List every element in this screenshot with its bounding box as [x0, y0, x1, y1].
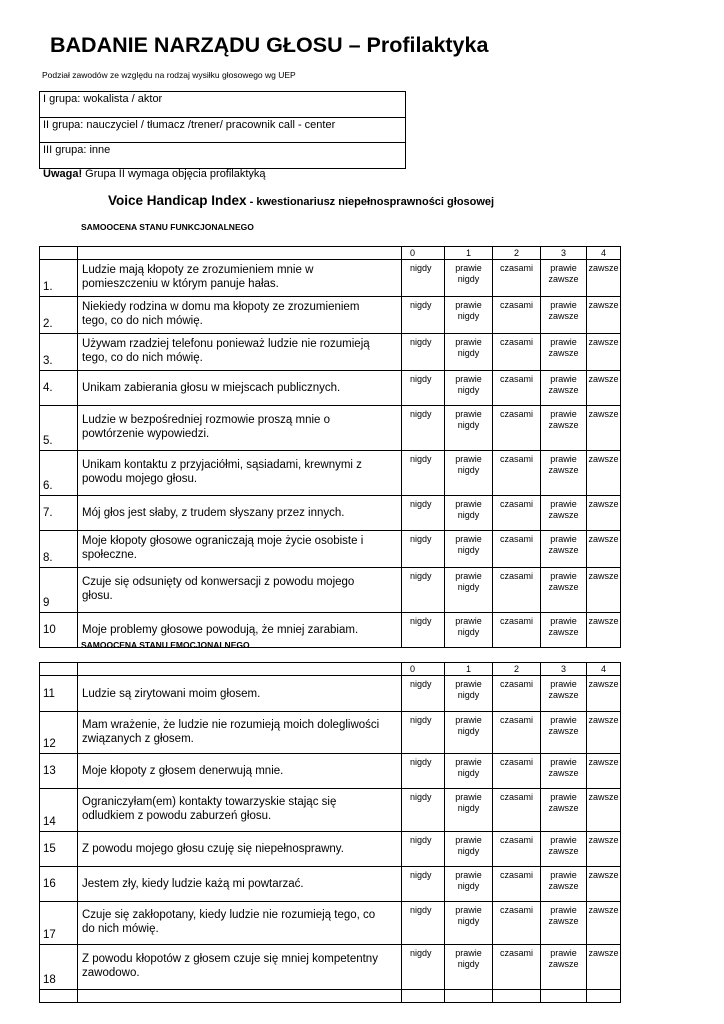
option-prawie-zawsze[interactable]: prawie zawsze — [541, 371, 587, 406]
question-text-line1: Jestem zły, kiedy ludzie każą mi powtarzać. — [82, 878, 304, 890]
option-zawsze[interactable]: zawsze — [587, 867, 621, 902]
option-prawie-nigdy[interactable]: prawie nigdy — [445, 945, 493, 990]
question-number: 15 — [43, 843, 56, 855]
option-nigdy[interactable]: nigdy — [402, 297, 445, 334]
option-zawsze[interactable]: zawsze — [587, 568, 621, 613]
option-prawie-zawsze[interactable]: prawie zawsze — [541, 676, 587, 712]
option-prawie-zawsze[interactable]: prawie zawsze — [541, 406, 587, 451]
option-prawie-zawsze[interactable]: prawie zawsze — [541, 789, 587, 832]
option-nigdy[interactable]: nigdy — [402, 260, 445, 297]
question-number: 4. — [43, 382, 53, 394]
option-prawie-zawsze[interactable]: prawie zawsze — [541, 867, 587, 902]
option-nigdy[interactable]: nigdy — [402, 867, 445, 902]
question-row — [40, 297, 621, 334]
option-zawsze[interactable]: zawsze — [587, 902, 621, 945]
question-row — [40, 867, 621, 902]
question-number: 8. — [43, 552, 53, 564]
option-prawie-nigdy[interactable]: prawie nigdy — [445, 406, 493, 451]
option-nigdy[interactable]: nigdy — [402, 902, 445, 945]
option-nigdy[interactable]: nigdy — [402, 789, 445, 832]
groups-table — [39, 91, 406, 169]
option-czasami[interactable]: czasami — [493, 451, 541, 496]
option-prawie-zawsze[interactable]: prawie zawsze — [541, 568, 587, 613]
option-czasami[interactable]: czasami — [493, 754, 541, 789]
option-prawie-zawsze[interactable]: prawie zawsze — [541, 297, 587, 334]
question-text-line1: Czuje się odsunięty od konwersacji z powodu mojego — [82, 576, 355, 588]
section1-title: SAMOOCENA STANU FUNKCJONALNEGO — [81, 222, 254, 232]
question-row — [40, 676, 621, 712]
scale-4: 4 — [587, 247, 621, 260]
option-prawie-nigdy[interactable]: prawie nigdy — [445, 371, 493, 406]
vhi-subtitle: - kwestionariusz niepełnosprawności głosowej — [246, 196, 495, 208]
option-zawsze[interactable]: zawsze — [587, 531, 621, 568]
option-czasami[interactable]: czasami — [493, 371, 541, 406]
scale-3: 3 — [541, 663, 587, 676]
option-czasami[interactable]: czasami — [493, 531, 541, 568]
note-text: Grupa II wymaga objęcia profilaktyką — [82, 168, 266, 180]
question-text-line2: pomieszczeniu w którym panuje hałas. — [82, 278, 279, 290]
question-row — [40, 789, 621, 832]
option-czasami[interactable]: czasami — [493, 334, 541, 371]
option-prawie-nigdy[interactable]: prawie nigdy — [445, 712, 493, 754]
option-zawsze[interactable]: zawsze — [587, 297, 621, 334]
question-text-line1: Z powodu kłopotów z głosem czuje się mniej kompetentny — [82, 953, 378, 965]
question-text-line2: zawodowo. — [82, 967, 140, 979]
question-text-line2: do nich mówię. — [82, 923, 159, 935]
question-text-line1: Mój głos jest słaby, z trudem słyszany przez innych. — [82, 507, 345, 519]
question-text-line2: związanych z głosem. — [82, 732, 194, 745]
scale-1: 1 — [445, 247, 493, 260]
option-prawie-zawsze[interactable]: prawie zawsze — [541, 613, 587, 648]
note — [43, 168, 266, 180]
option-zawsze[interactable]: zawsze — [587, 406, 621, 451]
option-nigdy[interactable]: nigdy — [402, 676, 445, 712]
question-row — [40, 568, 621, 613]
option-prawie-zawsze[interactable]: prawie zawsze — [541, 334, 587, 371]
option-prawie-zawsze[interactable]: prawie zawsze — [541, 496, 587, 531]
question-text-line2: powodu mojego głosu. — [82, 473, 198, 485]
question-row — [40, 451, 621, 496]
option-zawsze[interactable]: zawsze — [587, 832, 621, 867]
page-title: BADANIE NARZĄDU GŁOSU – Profilaktyka — [50, 33, 489, 57]
option-prawie-nigdy[interactable]: prawie nigdy — [445, 867, 493, 902]
question-text-line1: Ograniczyłam(em) kontakty towarzyskie stając się — [82, 796, 337, 808]
option-nigdy[interactable]: nigdy — [402, 945, 445, 990]
question-row — [40, 406, 621, 451]
option-prawie-zawsze[interactable]: prawie zawsze — [541, 531, 587, 568]
option-prawie-zawsze[interactable]: prawie zawsze — [541, 902, 587, 945]
option-prawie-zawsze[interactable]: prawie zawsze — [541, 754, 587, 789]
option-nigdy[interactable]: nigdy — [402, 712, 445, 754]
question-number: 3. — [43, 355, 53, 367]
scale-4: 4 — [587, 663, 621, 676]
option-czasami[interactable]: czasami — [493, 945, 541, 990]
scale-2: 2 — [493, 247, 541, 260]
question-number: 5. — [43, 435, 53, 447]
question-row — [40, 531, 621, 568]
question-text-line1: Ludzie są zirytowani moim głosem. — [82, 687, 261, 700]
note-label: Uwaga! — [43, 168, 83, 180]
question-number: 11 — [43, 687, 55, 700]
question-text-line1: Moje kłopoty z głosem denerwują mnie. — [82, 765, 284, 777]
question-text-line2: tego, co do nich mówię. — [82, 352, 203, 364]
scale-0: 0 — [402, 663, 445, 676]
question-text-line2: odludkiem z powodu zaburzeń głosu. — [82, 810, 272, 822]
option-czasami[interactable]: czasami — [493, 902, 541, 945]
question-text-line2: powtórzenie wypowiedzi. — [82, 428, 210, 440]
option-czasami[interactable]: czasami — [493, 832, 541, 867]
scale-header-row — [40, 247, 621, 260]
section2-title: SAMOOCENA STANU EMOCJONALNEGO — [81, 640, 250, 650]
option-czasami[interactable]: czasami — [493, 867, 541, 902]
question-row — [40, 371, 621, 406]
question-text-line1: Ludzie mają kłopoty ze zrozumieniem mnie w — [82, 264, 314, 276]
option-prawie-nigdy[interactable]: prawie nigdy — [445, 260, 493, 297]
scale-2: 2 — [493, 663, 541, 676]
question-text-line1: Czuje się zakłopotany, kiedy ludzie nie rozumieją tego, co — [82, 909, 376, 921]
question-text-line1: Moje problemy głosowe powodują, że mniej zarabiam. — [82, 624, 359, 636]
option-czasami[interactable]: czasami — [493, 297, 541, 334]
option-nigdy[interactable]: nigdy — [402, 754, 445, 789]
question-row — [40, 496, 621, 531]
option-czasami[interactable]: czasami — [493, 406, 541, 451]
question-number: 16 — [43, 878, 56, 890]
option-prawie-nigdy[interactable]: prawie nigdy — [445, 496, 493, 531]
question-row — [40, 832, 621, 867]
option-zawsze[interactable]: zawsze — [587, 451, 621, 496]
scale-header-row — [40, 663, 621, 676]
option-zawsze[interactable]: zawsze — [587, 260, 621, 297]
question-row — [40, 902, 621, 945]
option-zawsze[interactable]: zawsze — [587, 676, 621, 712]
option-nigdy[interactable]: nigdy — [402, 531, 445, 568]
option-prawie-nigdy[interactable]: prawie nigdy — [445, 832, 493, 867]
option-prawie-nigdy[interactable]: prawie nigdy — [445, 613, 493, 648]
option-zawsze[interactable]: zawsze — [587, 371, 621, 406]
question-text-line2: tego, co do nich mówię. — [82, 315, 203, 327]
question-number: 2. — [43, 318, 53, 330]
option-czasami[interactable]: czasami — [493, 613, 541, 648]
group-2: II grupa: nauczyciel / tłumacz /trener/ pracownik call - center — [40, 117, 406, 143]
empty-row — [40, 990, 621, 1003]
option-prawie-zawsze[interactable]: prawie zawsze — [541, 832, 587, 867]
option-zawsze[interactable]: zawsze — [587, 945, 621, 990]
scale-3: 3 — [541, 247, 587, 260]
group-3: III grupa: inne — [40, 143, 406, 169]
option-czasami[interactable]: czasami — [493, 496, 541, 531]
scale-0: 0 — [402, 247, 445, 260]
option-czasami[interactable]: czasami — [493, 260, 541, 297]
option-zawsze[interactable]: zawsze — [587, 712, 621, 754]
functional-table — [39, 246, 621, 648]
question-number: 12 — [43, 738, 56, 750]
question-number: 14 — [43, 816, 56, 828]
question-number: 13 — [43, 765, 56, 777]
question-number: 10 — [43, 624, 56, 636]
option-zawsze[interactable]: zawsze — [587, 334, 621, 371]
option-prawie-nigdy[interactable]: prawie nigdy — [445, 334, 493, 371]
option-nigdy[interactable]: nigdy — [402, 496, 445, 531]
question-text-line1: Moje kłopoty głosowe ograniczają moje życie osobiste i — [82, 535, 364, 547]
question-number: 7. — [43, 507, 53, 519]
option-zawsze[interactable]: zawsze — [587, 789, 621, 832]
option-prawie-zawsze[interactable]: prawie zawsze — [541, 451, 587, 496]
option-czasami[interactable]: czasami — [493, 568, 541, 613]
page-subtitle: Podział zawodów ze względu na rodzaj wysiłku głosowego wg UEP — [42, 70, 296, 80]
option-czasami[interactable]: czasami — [493, 712, 541, 754]
option-prawie-zawsze[interactable]: prawie zawsze — [541, 945, 587, 990]
option-nigdy[interactable]: nigdy — [402, 832, 445, 867]
option-zawsze[interactable]: zawsze — [587, 754, 621, 789]
question-number: 18 — [43, 974, 56, 986]
option-nigdy[interactable]: nigdy — [402, 568, 445, 613]
question-row — [40, 754, 621, 789]
vhi-title: Voice Handicap Index — [108, 193, 247, 208]
question-text-line1: Unikam kontaktu z przyjaciółmi, sąsiadami, krewnymi z — [82, 459, 362, 471]
option-nigdy[interactable]: nigdy — [402, 371, 445, 406]
question-row — [40, 334, 621, 371]
option-nigdy[interactable]: nigdy — [402, 334, 445, 371]
question-number: 9 — [43, 597, 50, 609]
option-czasami[interactable]: czasami — [493, 789, 541, 832]
scale-1: 1 — [445, 663, 493, 676]
option-zawsze[interactable]: zawsze — [587, 613, 621, 648]
group-1: I grupa: wokalista / aktor — [40, 92, 406, 118]
question-text-line2: społeczne. — [82, 549, 137, 561]
question-text-line1: Niekiedy rodzina w domu ma kłopoty ze zrozumieniem — [82, 301, 360, 313]
vhi-heading — [108, 193, 494, 208]
option-prawie-nigdy[interactable]: prawie nigdy — [445, 568, 493, 613]
option-prawie-nigdy[interactable]: prawie nigdy — [445, 531, 493, 568]
option-nigdy[interactable]: nigdy — [402, 613, 445, 648]
question-text-line1: Unikam zabierania głosu w miejscach publicznych. — [82, 382, 341, 394]
question-number: 1. — [43, 281, 53, 293]
option-prawie-nigdy[interactable]: prawie nigdy — [445, 297, 493, 334]
question-text-line1: Ludzie w bezpośredniej rozmowie proszą mnie o — [82, 414, 331, 426]
question-text-line1: Z powodu mojego głosu czuję się niepełnosprawny. — [82, 843, 344, 855]
option-czasami[interactable]: czasami — [493, 676, 541, 712]
emotional-table — [39, 662, 621, 1003]
option-prawie-nigdy[interactable]: prawie nigdy — [445, 676, 493, 712]
option-prawie-nigdy[interactable]: prawie nigdy — [445, 789, 493, 832]
question-row — [40, 712, 621, 754]
question-number: 6. — [43, 480, 53, 492]
question-text-line2: głosu. — [82, 590, 113, 602]
question-row — [40, 260, 621, 297]
option-nigdy[interactable]: nigdy — [402, 451, 445, 496]
option-nigdy[interactable]: nigdy — [402, 406, 445, 451]
option-prawie-zawsze[interactable]: prawie zawsze — [541, 260, 587, 297]
option-prawie-zawsze[interactable]: prawie zawsze — [541, 712, 587, 754]
question-text-line1: Używam rzadziej telefonu ponieważ ludzie nie rozumieją — [82, 338, 370, 350]
option-zawsze[interactable]: zawsze — [587, 496, 621, 531]
option-prawie-nigdy[interactable]: prawie nigdy — [445, 451, 493, 496]
option-prawie-nigdy[interactable]: prawie nigdy — [445, 902, 493, 945]
question-row — [40, 945, 621, 990]
question-number: 17 — [43, 929, 56, 941]
question-text-line1: Mam wrażenie, że ludzie nie rozumieją moich dolegliwości — [82, 718, 380, 731]
option-prawie-nigdy[interactable]: prawie nigdy — [445, 754, 493, 789]
